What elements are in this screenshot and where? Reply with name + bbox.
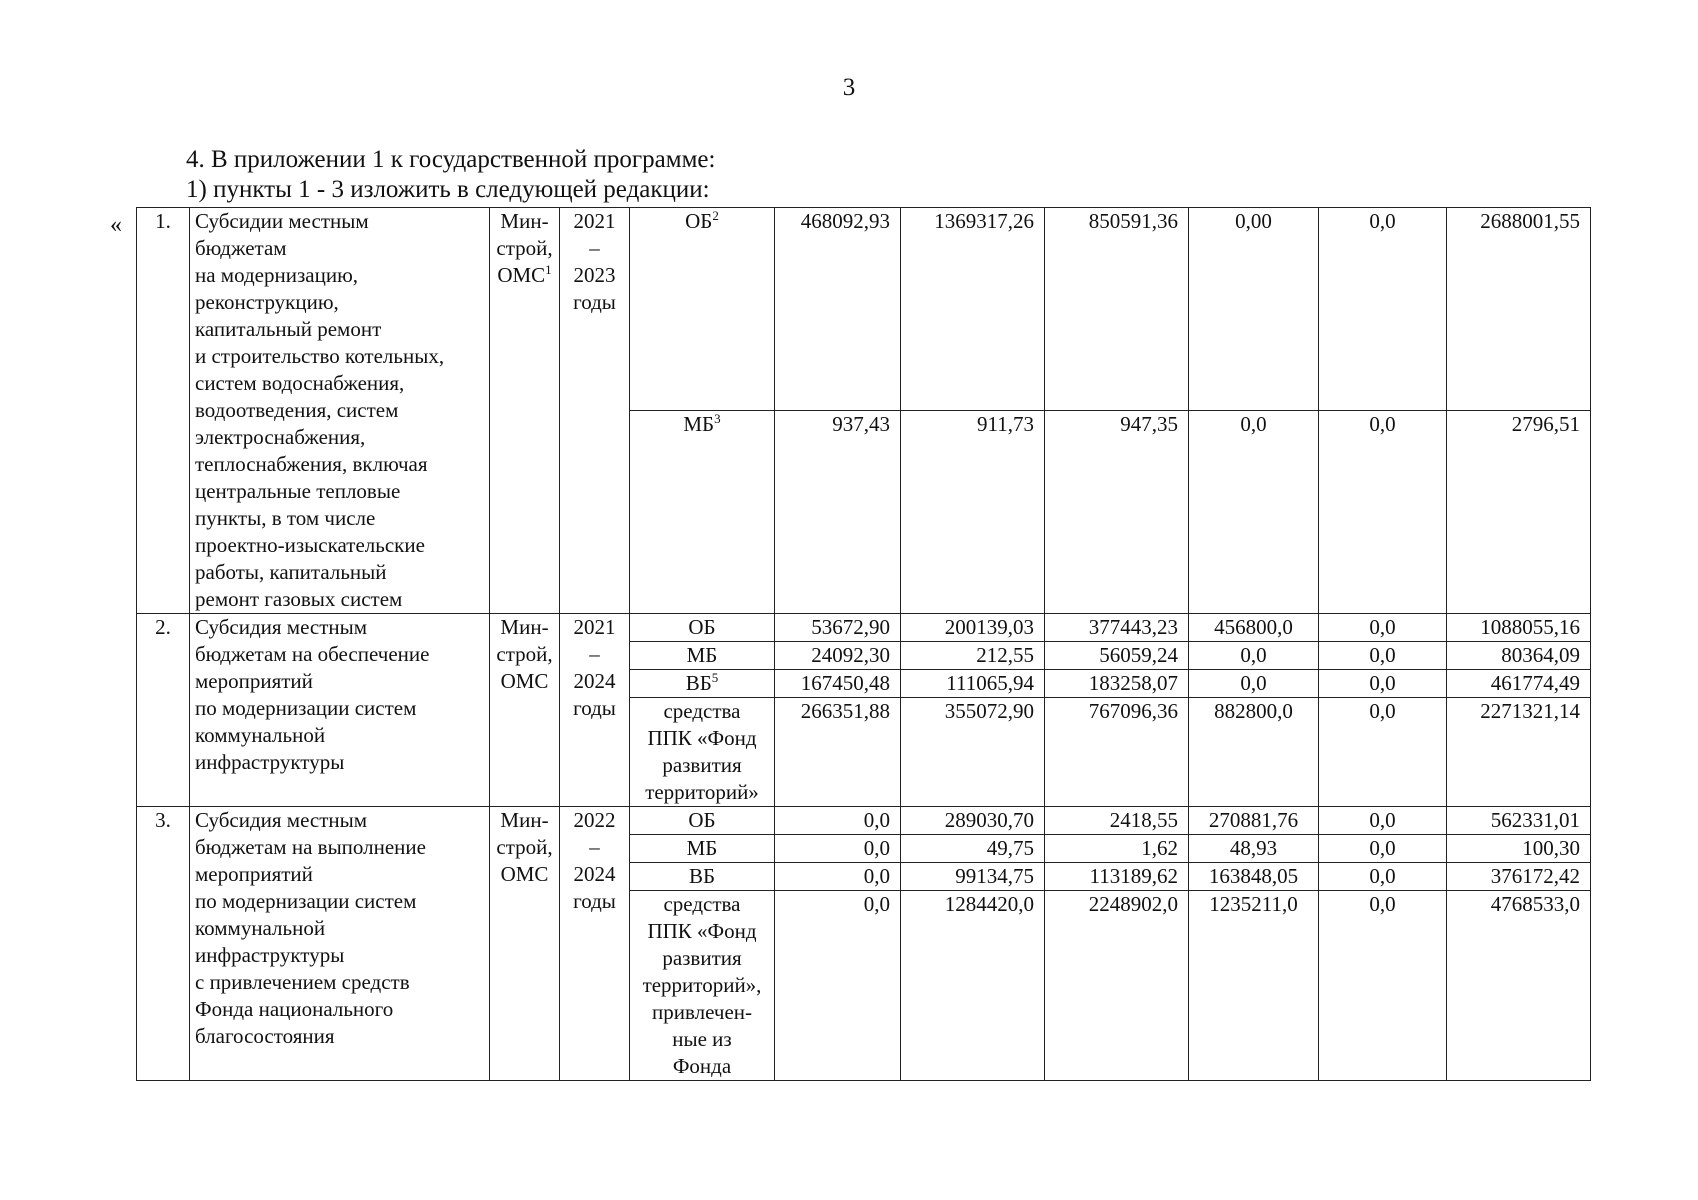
measure-name-line: капитальный ремонт <box>195 317 382 341</box>
value-cell: 767096,36 <box>1045 698 1189 807</box>
funding-source-line: средства <box>663 699 741 723</box>
measure-name-line: по модернизации систем <box>195 889 417 913</box>
program-table <box>136 207 1591 1081</box>
value-cell: 1,62 <box>1045 835 1189 863</box>
value-cell: 0,0 <box>775 891 901 1081</box>
value-cell: 212,55 <box>901 642 1045 670</box>
value-total: 2271321,14 <box>1447 698 1591 807</box>
period-line: – <box>589 835 600 859</box>
value-cell: 266351,88 <box>775 698 901 807</box>
measure-name-line: Субсидии местным <box>195 209 369 233</box>
funding-source <box>630 642 775 670</box>
measure-name-line: благосостояния <box>195 1024 335 1048</box>
value-cell: 1235211,0 <box>1189 891 1319 1081</box>
value-cell: 24092,30 <box>775 642 901 670</box>
funding-source-line: привлечен- <box>651 1000 752 1024</box>
value-cell: 289030,70 <box>901 807 1045 835</box>
measure-name-line: электроснабжения, <box>195 425 366 449</box>
funding-source-line: развития <box>662 946 742 970</box>
period-line: 2024 <box>573 669 616 693</box>
value-cell: 1284420,0 <box>901 891 1045 1081</box>
value-cell: 0,0 <box>1189 670 1319 698</box>
value-cell: 0,0 <box>1189 642 1319 670</box>
executor-line: ОМС <box>500 862 549 886</box>
funding-source-line: ППК «Фонд <box>647 919 757 943</box>
value-cell: 48,93 <box>1189 835 1319 863</box>
funding-source <box>630 614 775 642</box>
funding-source-line: территорий» <box>645 780 759 804</box>
value-cell: 0,0 <box>1319 807 1447 835</box>
funding-source-line: развития <box>662 753 742 777</box>
value-cell: 163848,05 <box>1189 863 1319 891</box>
row-number: 3. <box>137 807 190 1081</box>
measure-name-line: и строительство котельных, <box>195 344 445 368</box>
table-row <box>137 614 1591 642</box>
value-total: 2688001,55 <box>1447 208 1591 411</box>
measure-name-line: бюджетам на обеспечение <box>195 642 430 666</box>
value-cell: 0,0 <box>775 863 901 891</box>
measure-name-line: водоотведения, систем <box>195 398 399 422</box>
measure-name-line: по модернизации систем <box>195 696 417 720</box>
value-cell: 468092,93 <box>775 208 901 411</box>
measure-name-line: систем водоснабжения, <box>195 371 405 395</box>
value-cell: 911,73 <box>901 411 1045 614</box>
funding-source-label: ОБ <box>685 209 713 233</box>
value-cell: 0,0 <box>1319 208 1447 411</box>
table-row <box>137 208 1591 411</box>
opening-quote: « <box>110 212 122 238</box>
executor <box>490 614 560 807</box>
funding-source <box>630 835 775 863</box>
value-cell: 0,0 <box>775 807 901 835</box>
value-cell: 56059,24 <box>1045 642 1189 670</box>
measure-name-line: пункты, в том числе <box>195 506 376 530</box>
value-cell: 355072,90 <box>901 698 1045 807</box>
value-cell: 456800,0 <box>1189 614 1319 642</box>
funding-source-label: МБ <box>686 643 718 667</box>
funding-source-line: ные из <box>672 1027 732 1051</box>
measure-name-line: проектно-изыскательские <box>195 533 425 557</box>
funding-source-label: ВБ <box>688 864 716 888</box>
value-cell: 947,35 <box>1045 411 1189 614</box>
executor-line: Мин- <box>500 615 549 639</box>
period-line: – <box>589 236 600 260</box>
funding-source-label: МБ <box>686 836 718 860</box>
measure-name-line: теплоснабжения, включая <box>195 452 428 476</box>
period-line: годы <box>573 290 616 314</box>
value-cell: 0,0 <box>1319 642 1447 670</box>
executor-line: Мин- <box>500 808 549 832</box>
value-cell: 270881,76 <box>1189 807 1319 835</box>
funding-source <box>630 698 775 807</box>
period <box>560 807 630 1081</box>
value-cell: 0,00 <box>1189 208 1319 411</box>
measure-name-line: бюджетам на выполнение <box>195 835 426 859</box>
value-cell: 49,75 <box>901 835 1045 863</box>
measure-name-line: Субсидия местным <box>195 808 368 832</box>
period-line: – <box>589 642 600 666</box>
funding-source-label: МБ <box>683 412 715 436</box>
value-cell: 0,0 <box>1319 411 1447 614</box>
value-cell: 882800,0 <box>1189 698 1319 807</box>
footnote-marker: 5 <box>711 670 719 685</box>
section-heading: 4. В приложении 1 к государственной программе: <box>186 146 716 173</box>
value-cell: 0,0 <box>775 835 901 863</box>
funding-source-label: ОБ <box>688 615 716 639</box>
value-total: 80364,09 <box>1447 642 1591 670</box>
value-total: 1088055,16 <box>1447 614 1591 642</box>
measure-name <box>190 807 490 1081</box>
executor-line: строй, <box>496 835 553 859</box>
period <box>560 208 630 614</box>
measure-name-line: бюджетам <box>195 236 287 260</box>
funding-source <box>630 891 775 1081</box>
executor-line: строй, <box>496 642 553 666</box>
executor-line: ОМС <box>500 669 549 693</box>
executor <box>490 807 560 1081</box>
value-cell: 183258,07 <box>1045 670 1189 698</box>
measure-name-line: Фонда национального <box>195 997 394 1021</box>
value-cell: 167450,48 <box>775 670 901 698</box>
measure-name-line: ремонт газовых систем <box>195 587 403 611</box>
value-cell: 200139,03 <box>901 614 1045 642</box>
value-cell: 1369317,26 <box>901 208 1045 411</box>
measure-name-line: мероприятий <box>195 669 313 693</box>
period-line: 2021 <box>573 615 616 639</box>
period-line: 2021 <box>573 209 616 233</box>
period-line: 2024 <box>573 862 616 886</box>
period <box>560 614 630 807</box>
funding-source-line: территорий», <box>642 973 762 997</box>
value-cell: 850591,36 <box>1045 208 1189 411</box>
executor-line: строй, <box>496 236 553 260</box>
executor <box>490 208 560 614</box>
value-cell: 0,0 <box>1319 670 1447 698</box>
measure-name-line: инфраструктуры <box>195 750 345 774</box>
value-cell: 0,0 <box>1319 698 1447 807</box>
value-cell: 99134,75 <box>901 863 1045 891</box>
footnote-marker: 2 <box>712 208 719 223</box>
value-cell: 111065,94 <box>901 670 1045 698</box>
measure-name-line: мероприятий <box>195 862 313 886</box>
measure-name-line: коммунальной <box>195 916 326 940</box>
value-cell: 0,0 <box>1189 411 1319 614</box>
executor-line: Мин- <box>500 209 549 233</box>
funding-source <box>630 670 775 698</box>
value-cell: 113189,62 <box>1045 863 1189 891</box>
value-cell: 0,0 <box>1319 863 1447 891</box>
row-number: 1. <box>137 208 190 614</box>
funding-source <box>630 208 775 411</box>
value-total: 562331,01 <box>1447 807 1591 835</box>
executor-line: ОМС$^1$ <box>497 262 552 287</box>
funding-source-line: ППК «Фонд <box>647 726 757 750</box>
measure-name <box>190 208 490 614</box>
value-cell: 937,43 <box>775 411 901 614</box>
funding-source-label: ОБ <box>688 808 716 832</box>
measure-name-line: работы, капитальный <box>195 560 387 584</box>
value-cell: 377443,23 <box>1045 614 1189 642</box>
value-total: 461774,49 <box>1447 670 1591 698</box>
measure-name-line: инфраструктуры <box>195 943 345 967</box>
period-line: годы <box>573 696 616 720</box>
value-cell: 2418,55 <box>1045 807 1189 835</box>
period-line: годы <box>573 889 616 913</box>
value-cell: 0,0 <box>1319 891 1447 1081</box>
measure-name-line: коммунальной <box>195 723 326 747</box>
measure-name-line: Субсидия местным <box>195 615 368 639</box>
value-total: 100,30 <box>1447 835 1591 863</box>
page-number: 3 <box>842 74 856 101</box>
table-row <box>137 807 1591 835</box>
funding-source <box>630 807 775 835</box>
value-total: 376172,42 <box>1447 863 1591 891</box>
value-cell: 0,0 <box>1319 614 1447 642</box>
footnote-marker: 3 <box>714 411 721 426</box>
table-body <box>137 208 1591 1081</box>
row-number: 2. <box>137 614 190 807</box>
measure-name <box>190 614 490 807</box>
measure-name-line: центральные тепловые <box>195 479 401 503</box>
value-cell: 0,0 <box>1319 835 1447 863</box>
funding-source-line: Фонда <box>672 1054 732 1078</box>
value-cell: 53672,90 <box>775 614 901 642</box>
funding-source-label: ВБ <box>685 671 712 695</box>
measure-name-line: с привлечением средств <box>195 970 410 994</box>
value-total: 4768533,0 <box>1447 891 1591 1081</box>
funding-source-line: средства <box>663 892 741 916</box>
value-total: 2796,51 <box>1447 411 1591 614</box>
funding-source <box>630 863 775 891</box>
period-line: 2023 <box>573 263 616 287</box>
funding-source <box>630 411 775 614</box>
subsection-heading: 1) пункты 1 - 3 изложить в следующей редакции: <box>186 176 710 203</box>
period-line: 2022 <box>573 808 616 832</box>
measure-name-line: на модернизацию, <box>195 263 359 287</box>
value-cell: 2248902,0 <box>1045 891 1189 1081</box>
measure-name-line: реконструкцию, <box>195 290 339 314</box>
footnote-marker: 1 <box>545 262 552 277</box>
